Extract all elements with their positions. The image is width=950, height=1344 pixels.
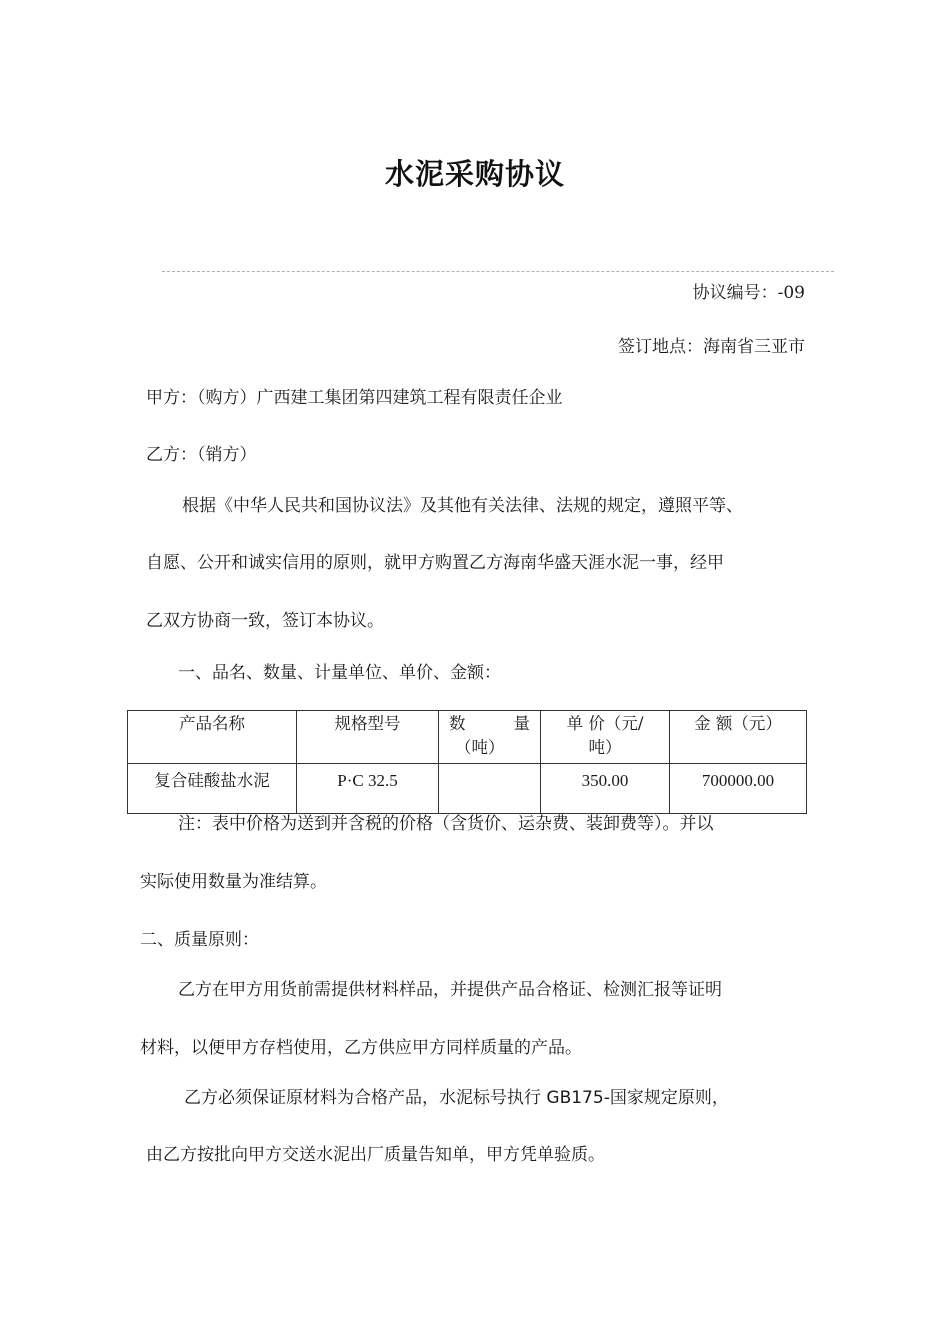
page-title: 水泥采购协议 — [384, 157, 565, 191]
header-product-name: 产品名称 — [128, 711, 297, 764]
intro-line-3: 乙双方协商一致，签订本协议。 — [146, 611, 384, 631]
header-spec: 规格型号 — [297, 711, 439, 764]
table-header-row — [128, 711, 807, 764]
standard-code: GB175- — [546, 1088, 610, 1108]
note-line-1: 注：表中价格为送到并含税的价格（含货价、运杂费、装卸费等）。并以 — [178, 814, 714, 834]
cell-total: 700000.00 — [670, 764, 807, 814]
cell-quantity — [439, 764, 541, 814]
quality-p2-text-a: 乙方必须保证原材料为合格产品，水泥标号执行 — [184, 1088, 547, 1108]
price-table — [127, 710, 807, 814]
agreement-number: 协议编号：-09 — [692, 283, 805, 303]
header-quantity-part1: 数 — [449, 714, 466, 733]
note-line-2: 实际使用数量为准结算。 — [140, 872, 327, 892]
quality-p2-line-1 — [184, 1086, 729, 1110]
cell-unit-price: 350.00 — [541, 764, 670, 814]
sign-place: 签订地点：海南省三亚市 — [618, 337, 805, 357]
header-quantity-unit: （吨） — [455, 738, 505, 757]
cell-product-name: 复合硅酸盐水泥 — [128, 764, 297, 814]
party-a: 甲方：（购方）广西建工集团第四建筑工程有限责任企业 — [146, 388, 563, 408]
quality-p2-text-c: 国家规定原则， — [609, 1088, 729, 1108]
cell-spec: P·C 32.5 — [297, 764, 439, 814]
header-total: 金 额（元） — [670, 711, 807, 764]
quality-p1-line-2: 材料，以便甲方存档使用，乙方供应甲方同样质量的产品。 — [140, 1038, 582, 1058]
header-unit-price-line1: 单 价（元/ — [566, 714, 644, 733]
intro-line-2: 自愿、公开和诚实信用的原则，就甲方购置乙方海南华盛天涯水泥一事，经甲 — [146, 553, 724, 573]
party-b: 乙方：（销方） — [146, 445, 257, 465]
section-1-heading: 一、品名、数量、计量单位、单价、金额： — [178, 663, 501, 683]
table-row — [128, 764, 807, 814]
header-unit-price — [541, 711, 670, 764]
header-divider — [162, 271, 834, 272]
quality-p1-line-1: 乙方在甲方用货前需提供材料样品，并提供产品合格证、检测汇报等证明 — [178, 980, 722, 1000]
header-quantity-part2: 量 — [513, 714, 530, 733]
quality-p2-line-2: 由乙方按批向甲方交送水泥出厂质量告知单，甲方凭单验质。 — [146, 1145, 605, 1165]
intro-line-1: 根据《中华人民共和国协议法》及其他有关法律、法规的规定，遵照平等、 — [182, 496, 743, 516]
header-unit-price-line2: 吨） — [588, 738, 622, 757]
section-2-heading: 二、质量原则： — [140, 930, 259, 950]
header-quantity — [439, 711, 541, 764]
